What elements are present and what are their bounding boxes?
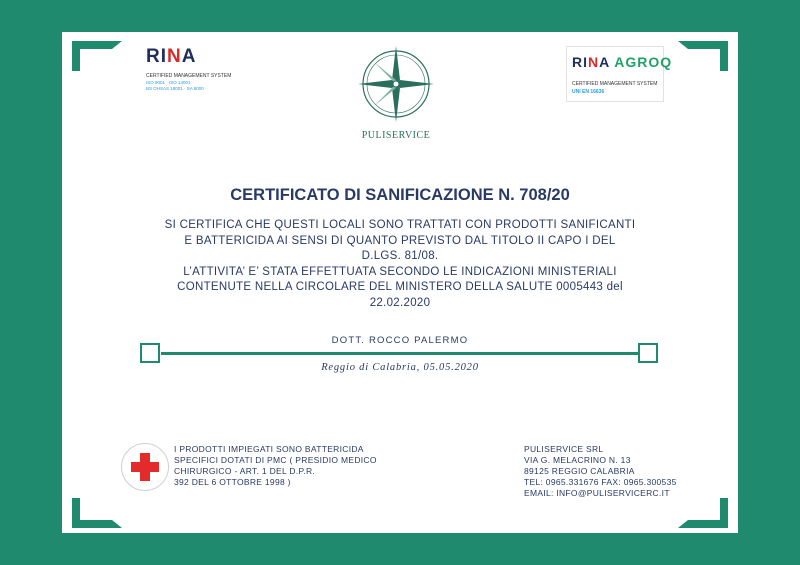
note-line: SPECIFICI DOTATI DI PMC ( PRESIDIO MEDICO: [174, 455, 377, 465]
products-note: [174, 444, 377, 488]
certificate-body: [62, 218, 738, 311]
corner-ornament-top-left: [72, 41, 122, 71]
body-line: SI CERTIFICA CHE QUESTI LOCALI SONO TRATTATI CON PRODOTTI SANIFICANTI: [164, 219, 636, 231]
signature-line-left-square: [140, 343, 160, 363]
company-name: PULISERVICE SRL: [524, 444, 604, 454]
medical-cross-icon: [121, 443, 169, 491]
puliservice-name: PULISERVICE: [361, 130, 431, 141]
agroq-caption: CERTIFIED MANAGEMENT SYSTEM: [572, 81, 658, 87]
rina-standards-line1: ISO 9001 · ISO 14001: [146, 80, 191, 85]
rina-caption: CERTIFIED MANAGEMENT SYSTEM: [146, 73, 232, 79]
rina-agroq-logo: [566, 46, 673, 102]
company-address: VIA G. MELACRINO N. 13: [524, 455, 631, 465]
body-line: E BATTERICIDA AI SENSI DI QUANTO PREVISTO DAL TITOLO II CAPO I DEL: [184, 234, 616, 247]
company-phone-fax: TEL: 0965.331676 FAX: 0965.300535: [524, 477, 677, 487]
agroq-text: AGROQ: [614, 54, 673, 70]
rina-standards: [146, 80, 204, 91]
corner-ornament-bottom-left: [72, 498, 122, 528]
place-and-date: Reggio di Calabria, 05.05.2020: [321, 362, 479, 373]
note-line: CHIRURGICO - ART. 1 DEL D.P.R.: [174, 466, 316, 476]
rina-brand: [146, 46, 196, 68]
note-line: 392 DEL 6 OTTOBRE 1998 ): [174, 477, 291, 487]
company-city: 89125 REGGIO CALABRIA: [524, 466, 635, 476]
agroq-rina-text: RINA: [572, 54, 611, 70]
corner-ornament-bottom-right: [678, 498, 728, 528]
note-line: I PRODOTTI IMPIEGATI SONO BATTERICIDA: [174, 444, 364, 454]
body-line: CONTENUTE NELLA CIRCOLARE DEL MINISTERO DELLA SALUTE 0005443 del: [177, 281, 623, 293]
agroq-standard: UNI EN 16636: [572, 89, 605, 95]
body-line: D.LGS. 81/08.: [361, 250, 439, 262]
company-email: EMAIL: INFO@PULISERVICERC.IT: [524, 488, 670, 498]
signature-line: [161, 352, 639, 355]
agroq-brand: [572, 54, 672, 70]
certificate-title: CERTIFICATO DI SANIFICAZIONE N. 708/20: [230, 186, 570, 204]
corner-ornament-top-right: [678, 41, 728, 71]
compass-rose-icon: [356, 42, 436, 128]
rina-brand-text: RINA: [146, 46, 197, 67]
puliservice-logo: [340, 40, 452, 146]
signer-name: DOTT. ROCCO PALERMO: [331, 335, 469, 346]
rina-certification-logo: [144, 46, 232, 96]
signature-line-right-square: [638, 343, 658, 363]
company-info: [524, 444, 677, 499]
rina-standards-line2: BS OHSAS 18001 · SA 8000: [146, 85, 204, 91]
body-line: 22.02.2020: [369, 296, 431, 309]
body-line: L’ATTIVITA’ E’ STATA EFFETTUATA SECONDO LE INDICAZIONI MINISTERIALI: [183, 265, 617, 278]
